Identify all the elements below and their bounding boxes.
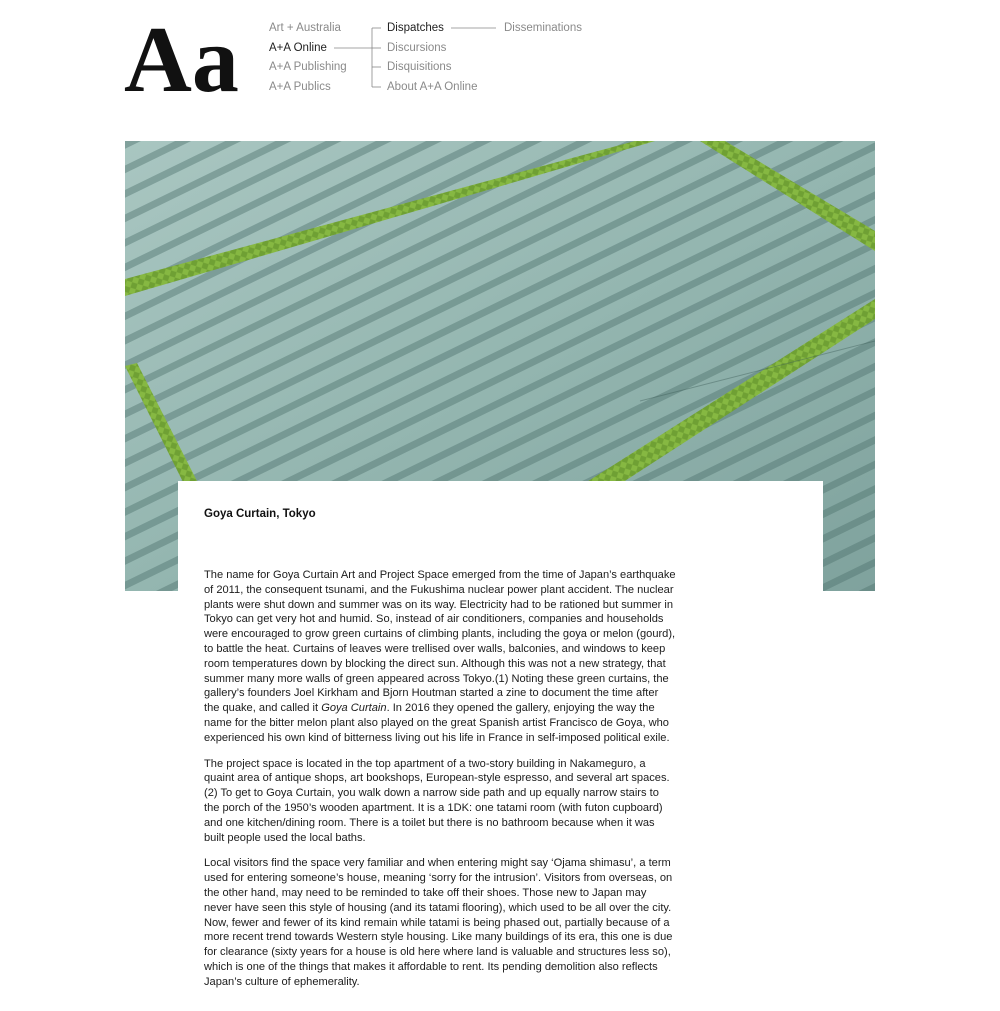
- paragraph-1-text: The name for Goya Curtain Art and Project Space emerged from the time of Japan’s earthquake of 2011, the consequent tsunami, and the Fukushima nuclear power plant accident. The nuclear plants were shut down and summer was on its way. Electricity had to be rationed but summer in Tokyo can get very hot and humid. So, instead of air conditioners, companies and households were encouraged to grow green curtains of climbing plants, including the goya or melon (gourd), to battle the heat. Curtains of leaves were trellised over walls, balconies, and windows to keep room temperatures down by blocking the direct sun. Although this was not a new strategy, that summer many more walls of green appeared across Tokyo.(1) Noting these green curtains, the gallery’s founders Joel Kirkham and Bjorn Houtman started a zine to document the time after the quake, and called it: [204, 569, 676, 715]
- logo-mark: [124, 14, 250, 98]
- logo-text: Aa: [124, 14, 239, 98]
- nav-dispatches[interactable]: Dispatches: [387, 22, 444, 34]
- nav-aa-online[interactable]: A+A Online: [269, 41, 327, 54]
- tertiary-nav: [504, 20, 582, 40]
- site-logo[interactable]: [124, 14, 250, 98]
- article-paragraph-3: Local visitors find the space very familiar and when entering might say ‘Ojama shimasu’, a term used for entering someone’s house, meaning ‘sorry for the intrusion’. Visitors from overseas, on the other hand, may need to be reminded to take off their shoes. Those new to Japan may never have seen this style of housing (and its tatami flooring), which used to be all over the city. Now, fewer and fewer of its kind remain while tatami is being phased out, partially because of a more recent trend towards Western style housing. Like many buildings of its era, this one is due for clearance (sixty years for a house is old here where land is valuable and structures less so), which is one of the things that makes it affordable to rent. Its pending demolition also reflects Japan’s culture of ephemerality.: [204, 857, 673, 988]
- paragraph-1-text-cont: . In 2016 they opened the gallery, enjoying the way the name for the bitter melon plant also played on the great Spanish artist Francisco de Goya, who experienced his own kind of bitterness living out his life in France in self-imposed political exile.: [204, 702, 670, 744]
- article-title: Goya Curtain, Tokyo: [204, 508, 316, 520]
- nav-aa-publishing[interactable]: A+A Publishing: [269, 61, 347, 74]
- article-body: [204, 568, 676, 1001]
- nav-about-aa-online[interactable]: About A+A Online: [387, 80, 478, 93]
- nav-discursions[interactable]: Discursions: [387, 41, 447, 54]
- zine-title: Goya Curtain: [321, 702, 387, 715]
- primary-nav: [269, 20, 347, 98]
- nav-disquisitions[interactable]: Disquisitions: [387, 61, 452, 74]
- article-paragraph-2: The project space is located in the top apartment of a two-story building in Nakameguro, a quaint area of antique shops, art bookshops, European-style espresso, and several art spaces.(2) To get to Goya Curtain, you walk down a narrow side path and up equally narrow stairs to the porch of the 1950’s wooden apartment. It is a 1DK: one tatami room (with futon cupboard) and one kitchen/dining room. There is a toilet but there is no bathroom because when it was built people used the local baths.: [204, 757, 670, 844]
- nav-aa-publics[interactable]: A+A Publics: [269, 80, 331, 93]
- nav-disseminations[interactable]: Disseminations: [504, 22, 582, 34]
- nav-art-australia[interactable]: Art + Australia: [269, 22, 341, 34]
- article-paragraph-1: [204, 568, 676, 746]
- secondary-nav: [387, 20, 477, 98]
